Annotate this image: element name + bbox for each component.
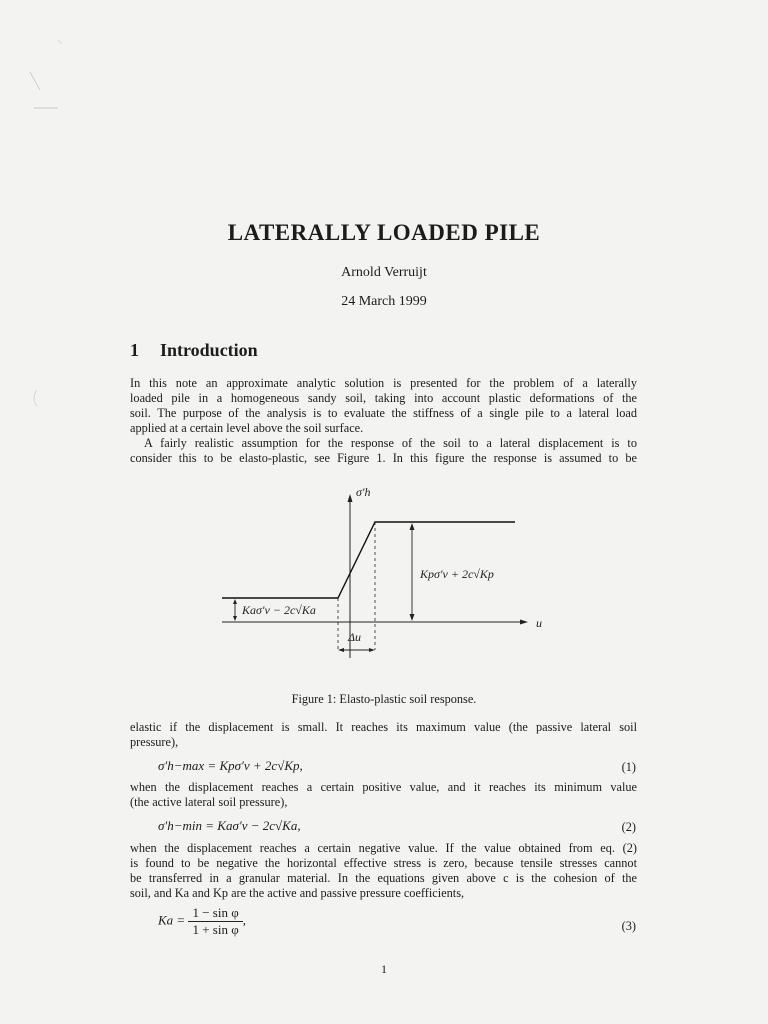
response-curve	[222, 522, 515, 598]
scan-artifact-margin	[28, 388, 40, 408]
paper-date: 24 March 1999	[341, 294, 427, 309]
text-line: pressure),	[130, 735, 179, 749]
text-line: (the active lateral soil pressure),	[130, 795, 288, 809]
equation-3-number: (3)	[621, 919, 636, 933]
text-line: when the displacement reaches a certain positive value, and it reaches its minimum value	[130, 780, 637, 794]
text-line: In this note an approximate analytic solution is presented for the problem of a laterally	[130, 376, 637, 390]
equation-3-denominator: 1 + sin φ	[192, 922, 239, 937]
author-name: Arnold Verruijt	[341, 265, 427, 280]
equation-2: σ′h−min = Kaσ′v − 2c√Ka,	[158, 818, 301, 833]
text-line: soil. The purpose of the analysis is to evaluate the stiffness of a single pile to a lateral load	[130, 406, 637, 420]
text-line: soil, and Ka and Kp are the active and passive pressure coefficients,	[130, 886, 465, 900]
text-line: when the displacement reaches a certain negative value. If the value obtained from eq. (2)	[130, 841, 637, 855]
text-line: applied at a certain level above the soil surface.	[130, 421, 364, 435]
paper-title: LATERALLY LOADED PILE	[227, 220, 541, 245]
coefficients-paragraph	[130, 841, 637, 901]
assumption-paragraph	[130, 436, 637, 466]
equation-3	[158, 905, 246, 938]
section-heading	[130, 340, 258, 361]
passive-pressure-label: Kpσ′v + 2c√Kp	[420, 567, 494, 581]
equation-1-number: (1)	[621, 760, 636, 774]
active-pressure-label: Kaσ′v − 2c√Ka	[242, 603, 316, 617]
text-line: consider this to be elasto-plastic, see Figure 1. In this figure the response is assumed to be	[130, 451, 637, 465]
between-equations-paragraph	[130, 780, 637, 810]
equation-3-tail: ,	[242, 912, 246, 928]
intro-paragraph	[130, 376, 637, 436]
response-paragraph	[130, 720, 637, 750]
figure-caption: Figure 1: Elasto-plastic soil response.	[291, 692, 477, 706]
text-line: loaded pile in a homogeneous sandy soil, taking into account plastic deformations of the	[130, 391, 637, 405]
text-line: A fairly realistic assumption for the response of the soil to a lateral displacement is to	[144, 436, 637, 450]
equation-2-number: (2)	[621, 820, 636, 834]
equation-3-fraction	[188, 905, 242, 938]
elasto-plastic-figure	[210, 478, 550, 668]
text-line: is found to be negative the horizontal effective stress is zero, because tensile stresses cannot	[130, 856, 637, 870]
delta-u-label: Δu	[348, 630, 362, 644]
equation-3-lhs: Ka =	[158, 912, 186, 928]
scan-artifact	[18, 20, 78, 120]
section-title: Introduction	[160, 340, 258, 360]
x-axis-label: u	[536, 616, 542, 630]
text-line: elastic if the displacement is small. It reaches its maximum value (the passive lateral soil	[130, 720, 637, 734]
x-axis-arrow	[520, 620, 528, 625]
equation-3-numerator: 1 − sin φ	[188, 905, 242, 922]
equation-1: σ′h−max = Kpσ′v + 2c√Kp,	[158, 758, 303, 773]
y-axis-label: σ′h	[356, 485, 371, 499]
y-axis-arrow	[348, 494, 353, 502]
page-number: 1	[381, 962, 387, 976]
text-line: be transferred in a granular material. In the equations given above c is the cohesion of the	[130, 871, 637, 885]
section-number: 1	[130, 340, 139, 360]
